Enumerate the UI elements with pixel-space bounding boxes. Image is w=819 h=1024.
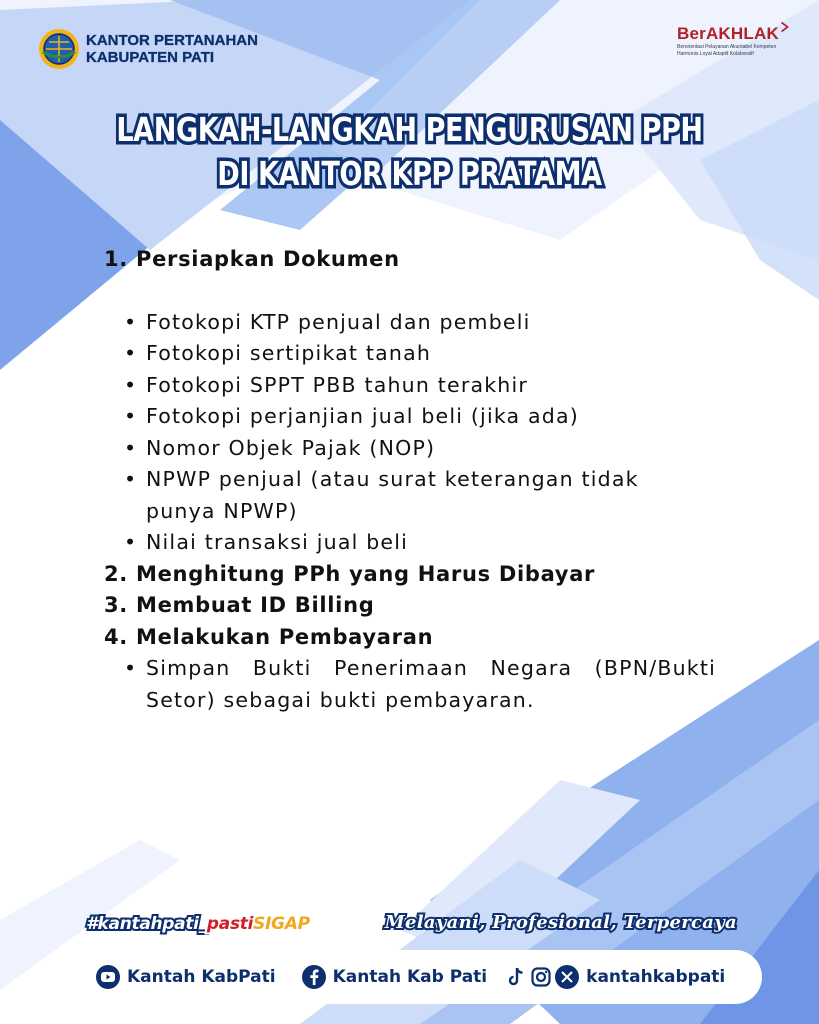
social-handle-link[interactable] <box>505 965 725 989</box>
office-line-1: KANTOR PERTANAHAN <box>86 32 258 49</box>
office-line-2: KABUPATEN PATI <box>86 49 215 66</box>
berakhlak-text: BerAKHLAK <box>677 24 779 43</box>
hashtag <box>86 914 310 934</box>
agency-logo <box>38 28 258 70</box>
list-item: • Fotokopi sertipikat tanah <box>124 338 716 370</box>
hashtag-red: pasti <box>206 914 254 934</box>
youtube-link[interactable] <box>96 965 276 989</box>
tagline: Melayani, Profesional, Terpercaya <box>384 912 737 933</box>
facebook-link[interactable] <box>302 965 488 989</box>
list-item: • Fotokopi perjanjian jual beli (jika ada) <box>124 401 716 433</box>
list-item: • Simpan Bukti Penerimaan Negara (BPN/Bukti Setor) sebagai bukti pembayaran. <box>124 653 716 716</box>
berakhlak-wordmark <box>677 24 789 44</box>
page-title <box>0 108 819 196</box>
step-4: 4. Melakukan Pembayaran <box>104 624 434 649</box>
berakhlak-subtitle: Berorientasi Pelayanan Akuntabel Kompeten Harmonis Loyal Adaptif Kolaboratif <box>677 44 777 57</box>
list-item: • Nilai transaksi jual beli <box>124 527 716 559</box>
facebook-icon <box>302 965 326 989</box>
step-3: 3. Membuat ID Billing <box>104 593 375 617</box>
steps-list <box>104 244 716 716</box>
title-line-1: LANGKAH-LANGKAH PENGURUSAN PPH <box>116 110 703 149</box>
hashtag-gold: SIGAP <box>253 914 310 934</box>
handle-label: kantahkabpati <box>586 967 726 987</box>
list-item: • Fotokopi SPPT PBB tahun terakhir <box>124 370 716 402</box>
berakhlak-arrow-icon <box>780 20 789 34</box>
emblem-icon <box>38 28 80 70</box>
list-item: • Nomor Objek Pajak (NOP) <box>124 433 716 465</box>
instagram-icon <box>530 966 552 988</box>
document-list <box>104 307 716 559</box>
facebook-label: Kantah Kab Pati <box>332 967 488 987</box>
x-icon <box>555 965 579 989</box>
office-name <box>86 32 258 66</box>
berakhlak-logo <box>677 24 789 58</box>
hashtag-main: #kantahpati_ <box>86 914 207 934</box>
payment-list <box>104 653 716 716</box>
list-item: • Fotokopi KTP penjual dan pembeli <box>124 307 716 339</box>
youtube-label: Kantah KabPati <box>127 967 276 987</box>
social-bar <box>86 950 762 1004</box>
step-1: 1. Persiapkan Dokumen <box>104 247 400 271</box>
step-2: 2. Menghitung PPh yang Harus Dibayar <box>104 561 596 586</box>
title-line-2: DI KANTOR KPP PRATAMA <box>217 154 602 193</box>
tiktok-icon <box>505 966 527 988</box>
list-item: • NPWP penjual (atau surat keterangan tidak punya NPWP) <box>124 464 716 527</box>
youtube-icon <box>96 965 120 989</box>
